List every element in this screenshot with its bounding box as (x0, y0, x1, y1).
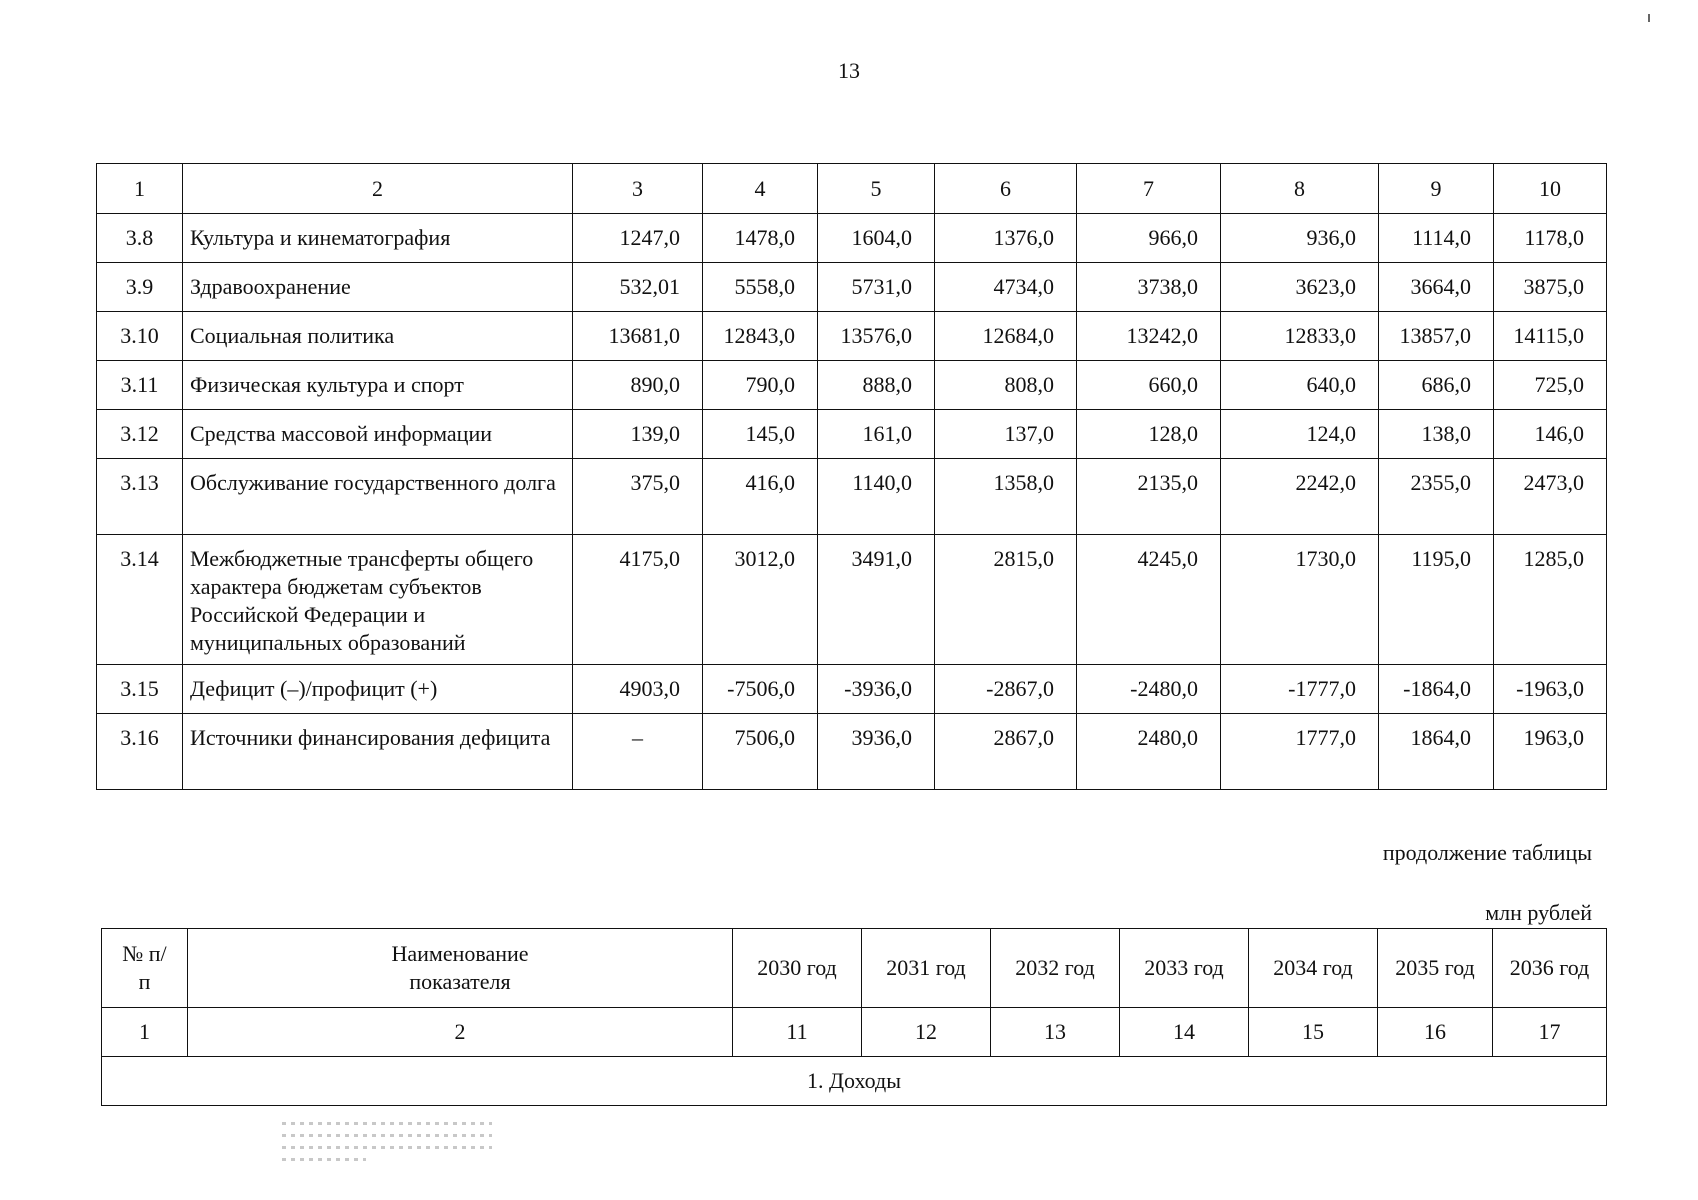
value-cell: 1178,0 (1494, 214, 1607, 263)
value-cell: 5731,0 (818, 263, 935, 312)
scan-edge-mark (1648, 14, 1650, 22)
value-cell: 2135,0 (1077, 459, 1221, 535)
section-title: 1. Доходы (102, 1057, 1607, 1106)
row-number: 3.8 (97, 214, 183, 263)
value-cell: 4903,0 (573, 665, 703, 714)
value-cell: 1478,0 (703, 214, 818, 263)
value-cell: 1864,0 (1379, 714, 1494, 790)
value-cell: 1140,0 (818, 459, 935, 535)
year-header: 2034 год (1249, 929, 1378, 1008)
indicator-name: Физическая культура и спорт (183, 361, 573, 410)
year-header: 2031 год (862, 929, 991, 1008)
value-cell: -2480,0 (1077, 665, 1221, 714)
value-cell: -7506,0 (703, 665, 818, 714)
value-cell: 161,0 (818, 410, 935, 459)
budget-table-top (96, 163, 1607, 790)
value-cell: 14115,0 (1494, 312, 1607, 361)
year-header: 2030 год (733, 929, 862, 1008)
table-row (97, 665, 1607, 714)
value-cell: 640,0 (1221, 361, 1379, 410)
faded-stamp (282, 1113, 492, 1173)
value-cell: 3664,0 (1379, 263, 1494, 312)
column-number-cell: 5 (818, 164, 935, 214)
value-cell: 1358,0 (935, 459, 1077, 535)
column-number-cell: 9 (1379, 164, 1494, 214)
value-cell: 686,0 (1379, 361, 1494, 410)
value-cell: 13242,0 (1077, 312, 1221, 361)
value-cell: 13576,0 (818, 312, 935, 361)
value-cell: 966,0 (1077, 214, 1221, 263)
value-cell: 1604,0 (818, 214, 935, 263)
value-cell: -1864,0 (1379, 665, 1494, 714)
value-cell: 2355,0 (1379, 459, 1494, 535)
value-cell: 2867,0 (935, 714, 1077, 790)
value-cell: 3491,0 (818, 535, 935, 665)
column-number-cell: 6 (935, 164, 1077, 214)
value-cell: 375,0 (573, 459, 703, 535)
value-cell: 4175,0 (573, 535, 703, 665)
value-cell: 12833,0 (1221, 312, 1379, 361)
value-cell: 139,0 (573, 410, 703, 459)
value-cell: 1285,0 (1494, 535, 1607, 665)
value-cell: 128,0 (1077, 410, 1221, 459)
column-number-cell: 10 (1494, 164, 1607, 214)
value-cell: 146,0 (1494, 410, 1607, 459)
column-number-cell: 17 (1493, 1008, 1607, 1057)
value-cell: 3875,0 (1494, 263, 1607, 312)
value-cell: 1195,0 (1379, 535, 1494, 665)
value-cell: 936,0 (1221, 214, 1379, 263)
value-cell: 1114,0 (1379, 214, 1494, 263)
value-cell: 12843,0 (703, 312, 818, 361)
header-num: № п/п (102, 929, 188, 1008)
row-number: 3.12 (97, 410, 183, 459)
row-number: 3.16 (97, 714, 183, 790)
header-name: Наименование показателя (188, 929, 733, 1008)
column-number-cell: 4 (703, 164, 818, 214)
value-cell: 3738,0 (1077, 263, 1221, 312)
value-cell: -1963,0 (1494, 665, 1607, 714)
column-number-cell: 15 (1249, 1008, 1378, 1057)
value-cell: 3012,0 (703, 535, 818, 665)
value-cell: 532,01 (573, 263, 703, 312)
page-number: 13 (838, 58, 860, 83)
year-header: 2035 год (1378, 929, 1493, 1008)
value-cell: 1376,0 (935, 214, 1077, 263)
table-row (97, 714, 1607, 790)
units-label: млн рублей (1485, 900, 1592, 925)
value-cell: 725,0 (1494, 361, 1607, 410)
table-row (97, 214, 1607, 263)
row-number: 3.11 (97, 361, 183, 410)
table-row (97, 535, 1607, 665)
indicator-name: Обслуживание государственного долга (183, 459, 573, 535)
value-cell: -3936,0 (818, 665, 935, 714)
column-number-cell: 12 (862, 1008, 991, 1057)
value-cell: 5558,0 (703, 263, 818, 312)
value-cell: 1730,0 (1221, 535, 1379, 665)
value-cell: 145,0 (703, 410, 818, 459)
value-cell: 1963,0 (1494, 714, 1607, 790)
value-cell: – (573, 714, 703, 790)
indicator-name: Межбюджетные трансферты общего характера бюджетам субъектов Российской Федерации и муниципальных образований (183, 535, 573, 665)
table-row (97, 459, 1607, 535)
column-number-cell: 2 (188, 1008, 733, 1057)
value-cell: 2815,0 (935, 535, 1077, 665)
column-number-cell: 8 (1221, 164, 1379, 214)
value-cell: -1777,0 (1221, 665, 1379, 714)
column-number-cell: 14 (1120, 1008, 1249, 1057)
value-cell: 890,0 (573, 361, 703, 410)
row-number: 3.10 (97, 312, 183, 361)
table-row (97, 361, 1607, 410)
value-cell: 416,0 (703, 459, 818, 535)
column-number-cell: 3 (573, 164, 703, 214)
value-cell: 808,0 (935, 361, 1077, 410)
continuation-label: продолжение таблицы (1382, 840, 1592, 865)
row-number: 3.14 (97, 535, 183, 665)
year-header: 2032 год (991, 929, 1120, 1008)
table-row (97, 263, 1607, 312)
value-cell: 137,0 (935, 410, 1077, 459)
column-number-row (102, 1008, 1607, 1057)
value-cell: 138,0 (1379, 410, 1494, 459)
value-cell: 1777,0 (1221, 714, 1379, 790)
indicator-name: Культура и кинематография (183, 214, 573, 263)
value-cell: 1247,0 (573, 214, 703, 263)
value-cell: 3623,0 (1221, 263, 1379, 312)
value-cell: 660,0 (1077, 361, 1221, 410)
header-row (102, 929, 1607, 1008)
value-cell: 790,0 (703, 361, 818, 410)
value-cell: 7506,0 (703, 714, 818, 790)
column-number-cell: 13 (991, 1008, 1120, 1057)
column-number-cell: 16 (1378, 1008, 1493, 1057)
column-number-cell: 1 (102, 1008, 188, 1057)
value-cell: 888,0 (818, 361, 935, 410)
year-header: 2033 год (1120, 929, 1249, 1008)
value-cell: 2242,0 (1221, 459, 1379, 535)
row-number: 3.9 (97, 263, 183, 312)
table-row (97, 312, 1607, 361)
year-header: 2036 год (1493, 929, 1607, 1008)
section-row (102, 1057, 1607, 1106)
value-cell: 124,0 (1221, 410, 1379, 459)
row-number: 3.15 (97, 665, 183, 714)
table-row (97, 410, 1607, 459)
value-cell: 4734,0 (935, 263, 1077, 312)
column-number-row (97, 164, 1607, 214)
value-cell: 2480,0 (1077, 714, 1221, 790)
column-number-cell: 11 (733, 1008, 862, 1057)
value-cell: 13857,0 (1379, 312, 1494, 361)
indicator-name: Источники финансирования дефицита (183, 714, 573, 790)
value-cell: 4245,0 (1077, 535, 1221, 665)
column-number-cell: 7 (1077, 164, 1221, 214)
value-cell: 13681,0 (573, 312, 703, 361)
row-number: 3.13 (97, 459, 183, 535)
value-cell: -2867,0 (935, 665, 1077, 714)
value-cell: 2473,0 (1494, 459, 1607, 535)
indicator-name: Средства массовой информации (183, 410, 573, 459)
budget-table-bottom (101, 928, 1607, 1106)
indicator-name: Социальная политика (183, 312, 573, 361)
indicator-name: Здравоохранение (183, 263, 573, 312)
value-cell: 12684,0 (935, 312, 1077, 361)
indicator-name: Дефицит (–)/профицит (+) (183, 665, 573, 714)
value-cell: 3936,0 (818, 714, 935, 790)
column-number-cell: 2 (183, 164, 573, 214)
column-number-cell: 1 (97, 164, 183, 214)
